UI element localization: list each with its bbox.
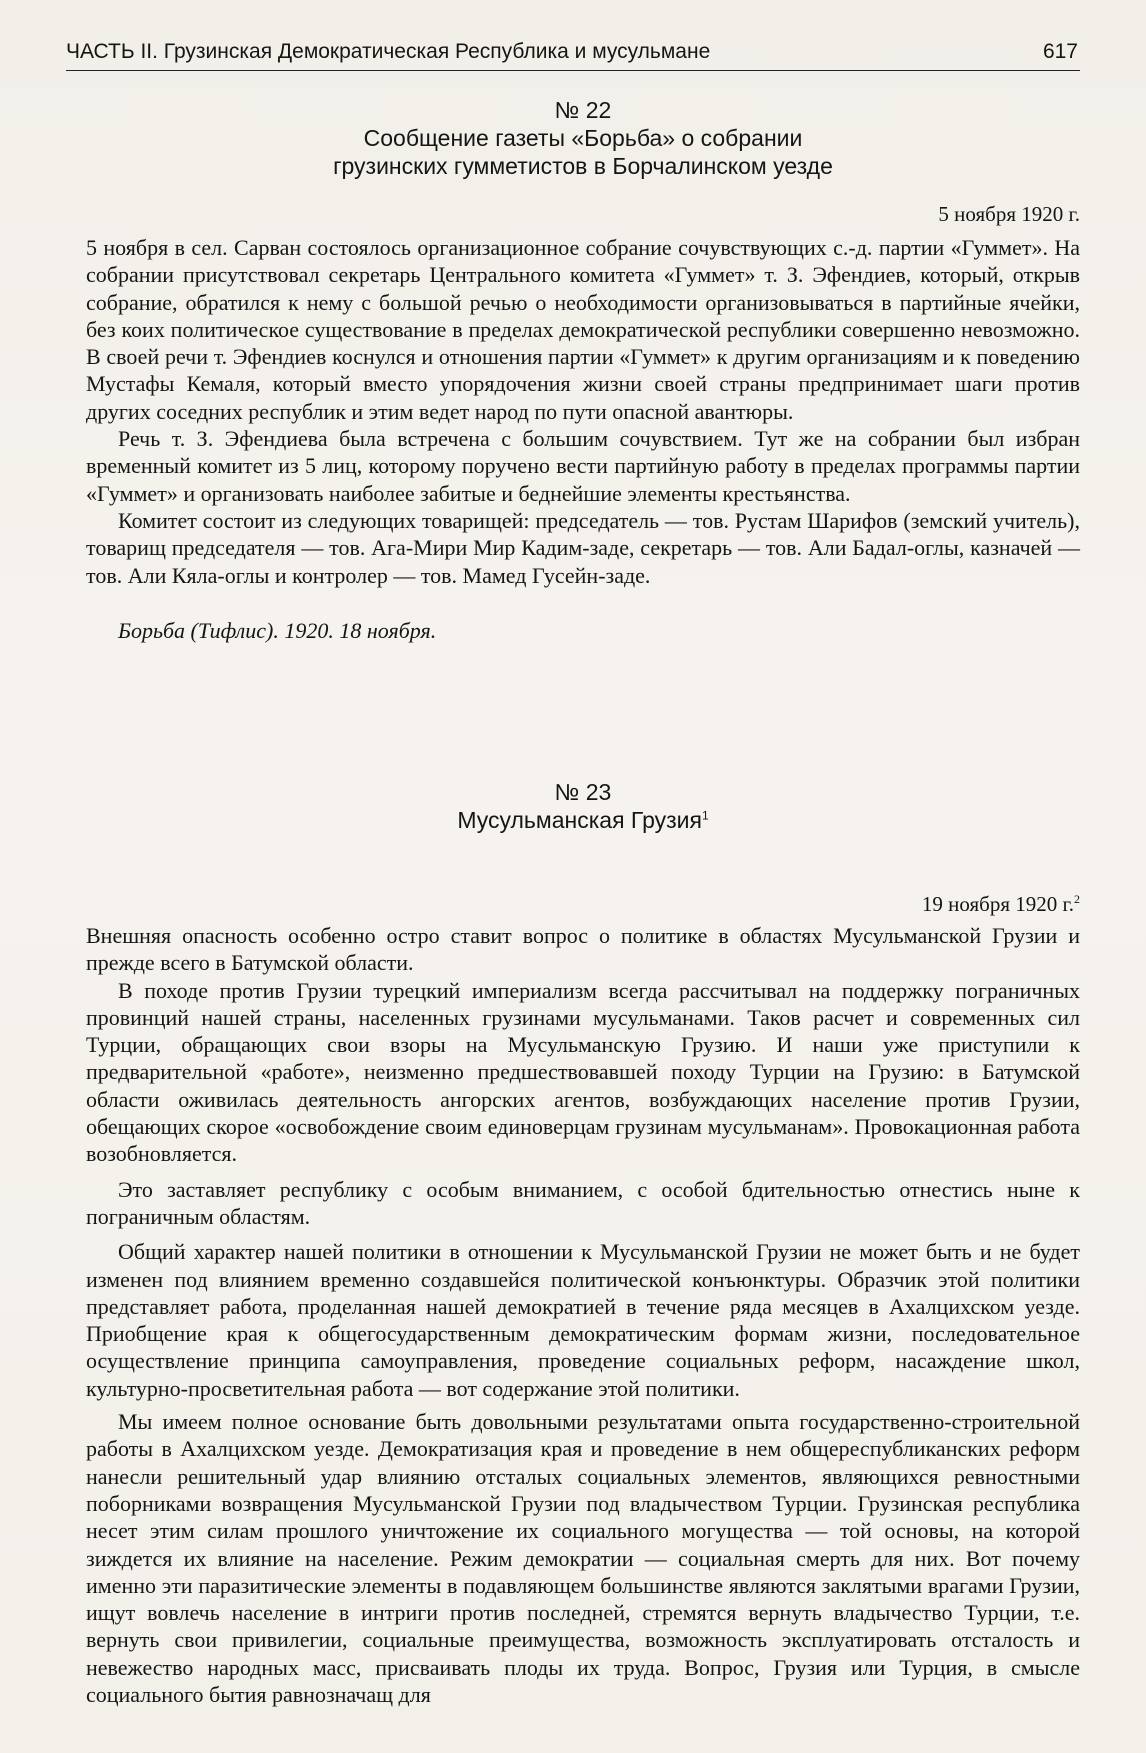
running-header-title: ЧАСТЬ II. Грузинская Демократическая Республика и мусульмане [66, 40, 711, 63]
doc22-number: № 22 [554, 97, 612, 123]
running-header [66, 36, 1080, 71]
doc23-paragraph: Мы имеем полное основание быть довольными результатами опыта государственно-строительной работы в Ахалцихском уезде. Демократизация края и проведение в нем общереспубликанских реформ нанесли решительный удар влиянию отсталых социальных элементов, являющихся ревностными поборниками возвращения Мусульманской Грузии под владычеством Турции. Грузинская республика несет этим силам прошлого уничтожение их социального могущества — той основы, на которой зиждется их влияние на население. Режим демократии — социальная смерть для них. Вот почему именно эти паразитические элементы в подавляющем большинстве являются заклятыми врагами Грузии, ищут вовлечь население в интриги против последней, стремятся вернуть владычество Турции, т.е. вернуть свои привилегии, социальные преимущества, возможность эксплуатировать отсталость и невежество народных масс, присваивать плоды их труда. Вопрос, Грузия или Турция, в смысле социального бытия равнозначащ для [86, 1409, 1080, 1708]
doc23-date-footnote-marker: 2 [1074, 892, 1080, 906]
doc22-paragraph: 5 ноября в сел. Сарван состоялось организационное собрание сочувствующих с.-д. партии «Гуммет». На собрании присутствовал секретарь Центрального комитета «Гуммет» т. З. Эфендиев, который, открыв собрание, обратился к нему с большой речью о необходимости организовываться в партийные ячейки, без коих политическое существование в пределах демократической республики совершенно невозможно. В своей речи т. Эфендиев коснулся и отношения партии «Гуммет» к другим организациям и к поведению Мустафы Кемаля, который вместо упорядочения жизни своей страны предпринимает шаги против других соседних республик и этим ведет народ по пути опасной авантюры. [86, 235, 1080, 424]
doc23-date-wrap [86, 892, 1080, 917]
doc22-paragraph: Речь т. З. Эфендиева была встречена с большим сочувствием. Тут же на собрании был избран временный комитет из 5 лиц, которому поручено вести партийную работу в пределах программы партии «Гуммет» и организовать наиболее забитые и беднейшие элементы крестьянства. [86, 426, 1080, 506]
doc23-body [86, 922, 1080, 1708]
doc23-title-footnote-marker: 1 [701, 808, 709, 823]
doc23-paragraph: Это заставляет республику с особым вниманием, с особой бдительностью отнестись ныне к пограничным областям. [86, 1176, 1080, 1229]
doc22-heading [86, 96, 1080, 180]
doc23-paragraph: В походе против Грузии турецкий империализм всегда рассчитывал на поддержку пограничных провинций нашей страны, населенных грузинами мусульманами. Таков расчет и современных сил Турции, обращающих свои взоры на Мусульманскую Грузию. И наши уже приступили к предварительной «работе», неизменно предшествовавшей походу Турции на Грузию: в Батумской области оживилась деятельность ангорских агентов, возбуждающих население против Грузии, обещающих скорое «освобождение своим единоверцам грузинам мусульманам». Провокационная работа возобновляется. [86, 977, 1080, 1167]
doc23-title-wrap [86, 806, 1080, 834]
doc22-paragraph: Комитет состоит из следующих товарищей: председатель — тов. Рустам Шарифов (земский учитель), товарищ председателя — тов. Ага-Мири Мир Кадим-заде, секретарь — тов. Али Бадал-оглы, казначей — тов. Али Кяла-оглы и контролер — тов. Мамед Гусейн-заде. [86, 507, 1080, 588]
doc22-body [86, 234, 1080, 644]
doc23-paragraph: Общий характер нашей политики в отношении к Мусульманской Грузии не может быть и не будет изменен под влиянием временно создавшейся политической конъюнктуры. Образчик этой политики представляет работа, проделанная нашей демократией в течение ряда месяцев в Ахалцихском уезде. Приобщение края к общегосударственным демократическим формам жизни, последовательное осуществление принципа самоуправления, проведение социальных реформ, насаждение школ, культурно-просветительная работа — вот содержание этой политики. [86, 1239, 1080, 1401]
doc23-number: № 23 [554, 779, 612, 805]
doc23-title: Мусульманская Грузия [457, 807, 702, 833]
doc22-date: 5 ноября 1920 г. [938, 202, 1080, 226]
page-number: 617 [1042, 40, 1078, 63]
doc22-title-line1: Сообщение газеты «Борьба» о собрании [363, 125, 803, 151]
doc23-paragraph: Внешняя опасность особенно остро ставит вопрос о политике в областях Мусульманской Грузии и прежде всего в Батумской области. [86, 923, 1080, 976]
doc22-title-line2: грузинских гумметистов в Борчалинском уезде [333, 153, 833, 179]
doc22-source: Борьба (Тифлис). 1920. 18 ноября. [118, 617, 437, 643]
doc23-date: 19 ноября 1920 г. [921, 892, 1074, 916]
doc23-heading [86, 778, 1080, 834]
